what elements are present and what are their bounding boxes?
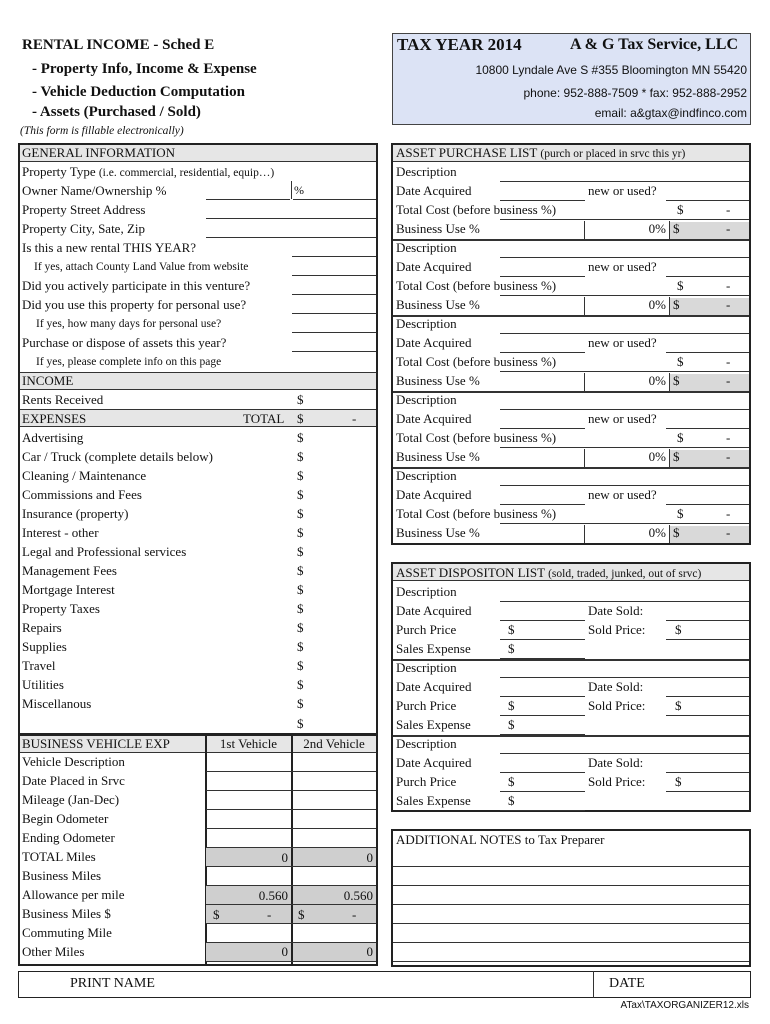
vehicle-col2-heading: 2nd Vehicle (303, 736, 365, 751)
ap-use-percent[interactable]: 0% (648, 297, 666, 312)
vehicle-row-label: Date Placed in Srvc (22, 773, 125, 788)
total-miles-v1: 0 (281, 850, 288, 865)
ap-description-field[interactable] (500, 257, 749, 258)
ad-purch-label: Purch Price (396, 774, 457, 789)
ap-use-label: Business Use % (396, 297, 480, 312)
notes-line[interactable] (393, 904, 749, 905)
vehicle-field[interactable] (206, 847, 376, 848)
vehicle-row-label: Business Miles (22, 868, 102, 883)
ad-date-sold-field[interactable] (666, 696, 749, 697)
expense-dollar[interactable]: $ (297, 696, 304, 711)
ap-new-used-field[interactable] (666, 352, 749, 353)
ap-cost-label: Total Cost (before business %) (396, 506, 557, 521)
ad-sales-exp-label: Sales Expense (396, 793, 471, 808)
ad-date-field[interactable] (500, 772, 585, 773)
expense-dollar[interactable]: $ (297, 544, 304, 559)
street-field[interactable] (206, 218, 376, 219)
ap-new-used-label: new or used? (588, 183, 657, 198)
ap-description-label: Description (396, 164, 457, 179)
ap-new-used-field[interactable] (666, 200, 749, 201)
ap-use-value: - (726, 297, 731, 312)
personal-days-note: If yes, how many days for personal use? (36, 318, 222, 330)
expense-dollar[interactable]: $ (297, 449, 304, 464)
expense-dollar[interactable]: $ (297, 525, 304, 540)
date-label: DATE (609, 976, 645, 991)
expense-dollar[interactable]: $ (297, 582, 304, 597)
bm-dollar-v2: $ (298, 907, 305, 922)
ap-cost-dollar[interactable]: $ (677, 278, 684, 293)
ap-date-label: Date Acquired (396, 335, 472, 350)
ap-use-dollar: $ (673, 297, 680, 312)
owner-label: Owner Name/Ownership % (22, 183, 167, 198)
ap-new-used-label: new or used? (588, 335, 657, 350)
ad-sold-price-dollar[interactable]: $ (675, 698, 682, 713)
expense-label: Interest - other (22, 525, 99, 540)
ap-description-field[interactable] (500, 333, 749, 334)
tax-year: TAX YEAR 2014 (397, 35, 522, 54)
ap-date-field[interactable] (500, 200, 585, 201)
ap-new-used-label: new or used? (588, 259, 657, 274)
vehicle-field[interactable] (206, 942, 376, 943)
ad-description-label: Description (396, 736, 457, 751)
expense-label: Miscellanous (22, 696, 92, 711)
expense-label: Property Taxes (22, 601, 100, 616)
ad-date-field[interactable] (500, 620, 585, 621)
ap-use-dollar: $ (673, 221, 680, 236)
subtitle-assets: - Assets (Purchased / Sold) (32, 104, 201, 120)
notes-line[interactable] (393, 961, 749, 962)
ap-use-label: Business Use % (396, 373, 480, 388)
ap-use-percent[interactable]: 0% (648, 373, 666, 388)
ap-use-value: - (726, 525, 731, 540)
expense-dollar[interactable]: $ (297, 430, 304, 445)
ap-date-label: Date Acquired (396, 411, 472, 426)
ad-purch-label: Purch Price (396, 622, 457, 637)
notes-heading: ADDITIONAL NOTES to Tax Preparer (396, 832, 605, 847)
expense-dollar[interactable]: $ (297, 677, 304, 692)
ad-sales-exp-dollar[interactable]: $ (508, 641, 515, 656)
ap-cost-dollar[interactable]: $ (677, 430, 684, 445)
ad-sold-price-dollar[interactable]: $ (675, 622, 682, 637)
ap-description-label: Description (396, 240, 457, 255)
ap-new-used-field[interactable] (666, 428, 749, 429)
vehicle-field[interactable] (206, 885, 376, 886)
expense-label: Utilities (22, 677, 64, 692)
city-label: Property City, Sate, Zip (22, 221, 146, 236)
vehicle-row-label: TOTAL Miles (22, 849, 96, 864)
ap-cost-label: Total Cost (before business %) (396, 430, 557, 445)
form-title: RENTAL INCOME - Sched E (22, 37, 215, 53)
ap-cost-dollar[interactable]: $ (677, 202, 684, 217)
ad-sales-exp-dollar[interactable]: $ (508, 793, 515, 808)
ap-use-dollar: $ (673, 449, 680, 464)
ad-date-sold-label: Date Sold: (588, 679, 644, 694)
notes-line[interactable] (393, 866, 749, 867)
expense-label: Management Fees (22, 563, 117, 578)
new-rental-label: Is this a new rental THIS YEAR? (22, 240, 197, 255)
ad-sold-price-label: Sold Price: (588, 774, 646, 789)
property-type-label: Property Type (i.e. commercial, residential, equip…) (22, 164, 275, 179)
other-miles-v2: 0 (366, 944, 373, 959)
ap-use-percent[interactable]: 0% (648, 221, 666, 236)
notes-line[interactable] (393, 885, 749, 886)
personal-use-label: Did you use this property for personal use? (22, 297, 247, 312)
expense-dollar[interactable]: $ (297, 601, 304, 616)
expense-label: Advertising (22, 430, 84, 445)
participate-field[interactable] (292, 294, 376, 295)
ap-cost-value: - (726, 278, 731, 293)
assets-label: Purchase or dispose of assets this year? (22, 335, 227, 350)
ap-cost-value: - (726, 202, 731, 217)
ad-description-label: Description (396, 584, 457, 599)
ap-description-field[interactable] (500, 485, 749, 486)
vehicle-row-label: Business Miles $ (22, 906, 111, 921)
owner-name-field[interactable] (206, 199, 290, 200)
ad-sales-exp-label: Sales Expense (396, 641, 471, 656)
ap-new-used-label: new or used? (588, 487, 657, 502)
vehicle-row-label: Commuting Mile (22, 925, 112, 940)
expense-dollar[interactable]: $ (297, 468, 304, 483)
rents-label: Rents Received (22, 392, 104, 407)
expense-dollar[interactable]: $ (297, 620, 304, 635)
ap-date-field[interactable] (500, 428, 585, 429)
ap-use-label: Business Use % (396, 449, 480, 464)
general-heading: GENERAL INFORMATION (22, 145, 175, 160)
ap-description-label: Description (396, 392, 457, 407)
vehicle-field[interactable] (206, 866, 376, 867)
ap-cost-value: - (726, 354, 731, 369)
expense-label: Mortgage Interest (22, 582, 115, 597)
total-miles-v2: 0 (366, 850, 373, 865)
ap-date-label: Date Acquired (396, 183, 472, 198)
expense-dollar[interactable]: $ (297, 563, 304, 578)
ap-date-label: Date Acquired (396, 487, 472, 502)
ap-cost-value: - (726, 430, 731, 445)
subtitle-vehicle: - Vehicle Deduction Computation (32, 84, 245, 100)
vehicle-heading: BUSINESS VEHICLE EXP (22, 736, 170, 751)
vehicle-field[interactable] (206, 771, 376, 772)
vehicle-field[interactable] (206, 923, 376, 924)
expense-dollar[interactable]: $ (297, 506, 304, 521)
ap-description-label: Description (396, 468, 457, 483)
bm-value-v1: - (267, 907, 272, 922)
ap-use-percent[interactable]: 0% (648, 449, 666, 464)
vehicle-field[interactable] (206, 904, 376, 905)
ap-use-percent[interactable]: 0% (648, 525, 666, 540)
expense-label: Supplies (22, 639, 67, 654)
allowance-v2: 0.560 (343, 888, 373, 903)
ap-new-used-field[interactable] (666, 504, 749, 505)
ad-sold-price-label: Sold Price: (588, 698, 646, 713)
ad-sales-exp-label: Sales Expense (396, 717, 471, 732)
vehicle-field[interactable] (206, 809, 376, 810)
company-address: 10800 Lyndale Ave S #355 Bloomington MN 55420 (475, 63, 747, 77)
expense-label: Cleaning / Maintenance (22, 468, 147, 483)
ad-date-field[interactable] (500, 696, 585, 697)
ad-description-field[interactable] (500, 601, 749, 602)
expenses-total-dollar: $ (297, 411, 304, 426)
subtitle-property: - Property Info, Income & Expense (32, 61, 257, 77)
ap-cost-label: Total Cost (before business %) (396, 202, 557, 217)
expense-dollar[interactable]: $ (297, 658, 304, 673)
ad-date-label: Date Acquired (396, 603, 472, 618)
ad-description-field[interactable] (500, 753, 749, 754)
vehicle-row-label: Mileage (Jan-Dec) (22, 792, 120, 807)
ap-new-used-field[interactable] (666, 276, 749, 277)
ad-purch-dollar[interactable]: $ (508, 774, 515, 789)
vehicle-row-label: Ending Odometer (22, 830, 115, 845)
allowance-v1: 0.560 (258, 888, 288, 903)
asset-purchase-heading: ASSET PURCHASE LIST (purch or placed in srvc this yr) (396, 145, 686, 160)
attach-note: If yes, attach County Land Value from website (34, 261, 249, 273)
ap-cost-value: - (726, 506, 731, 521)
ap-use-label: Business Use % (396, 221, 480, 236)
ad-purch-dollar[interactable]: $ (508, 622, 515, 637)
ap-date-field[interactable] (500, 352, 585, 353)
ownership-pct-field[interactable]: % (294, 183, 304, 197)
expense-label: Insurance (property) (22, 506, 129, 521)
ap-use-dollar: $ (673, 525, 680, 540)
bm-dollar-v1: $ (213, 907, 220, 922)
ap-use-value: - (726, 373, 731, 388)
expense-label: Travel (22, 658, 56, 673)
expense-dollar[interactable]: $ (297, 639, 304, 654)
ap-use-dollar: $ (673, 373, 680, 388)
fillable-note: (This form is fillable electronically) (20, 125, 184, 137)
ap-new-used-label: new or used? (588, 411, 657, 426)
ad-purch-dollar[interactable]: $ (508, 698, 515, 713)
expenses-heading: EXPENSES (22, 411, 87, 426)
vehicle-row-label: Vehicle Description (22, 754, 125, 769)
expense-label: Legal and Professional services (22, 544, 187, 559)
ad-description-field[interactable] (500, 677, 749, 678)
ap-use-label: Business Use % (396, 525, 480, 540)
new-rental-field[interactable] (292, 256, 376, 257)
ap-date-label: Date Acquired (396, 259, 472, 274)
ap-cost-label: Total Cost (before business %) (396, 278, 557, 293)
expense-dollar[interactable]: $ (297, 487, 304, 502)
ad-description-label: Description (396, 660, 457, 675)
expenses-total-value: - (352, 411, 357, 426)
expense-label: Repairs (22, 620, 62, 635)
vehicle-col1-heading: 1st Vehicle (219, 736, 278, 751)
file-path: ATax\TAXORGANIZER12.xls (620, 1000, 749, 1011)
ad-sales-exp-dollar[interactable]: $ (508, 717, 515, 732)
personal-days-field[interactable] (292, 332, 376, 333)
ad-date-sold-field[interactable] (666, 620, 749, 621)
asset-disposition-heading: ASSET DISPOSITON LIST (sold, traded, junked, out of srvc) (396, 565, 702, 580)
vehicle-row-label: Begin Odometer (22, 811, 109, 826)
vehicle-row-label: Other Miles (22, 944, 85, 959)
vehicle-field[interactable] (206, 828, 376, 829)
ad-date-sold-label: Date Sold: (588, 755, 644, 770)
street-label: Property Street Address (22, 202, 146, 217)
ap-date-field[interactable] (500, 276, 585, 277)
ap-date-field[interactable] (500, 504, 585, 505)
ap-use-value: - (726, 449, 731, 464)
participate-label: Did you actively participate in this venture? (22, 278, 251, 293)
ad-date-sold-field[interactable] (666, 772, 749, 773)
bm-value-v2: - (352, 907, 357, 922)
company-name: A & G Tax Service, LLC (570, 36, 739, 53)
city-field[interactable] (206, 237, 376, 238)
vehicle-field[interactable] (206, 790, 376, 791)
vehicle-field[interactable] (206, 961, 376, 962)
ap-cost-dollar[interactable]: $ (677, 506, 684, 521)
ad-sold-price-dollar[interactable]: $ (675, 774, 682, 789)
notes-line[interactable] (393, 923, 749, 924)
rents-dollar[interactable]: $ (297, 392, 304, 407)
company-email: email: a&gtax@indfinco.com (594, 106, 747, 120)
company-phone: phone: 952-888-7509 * fax: 952-888-2952 (523, 86, 747, 100)
notes-line[interactable] (393, 942, 749, 943)
expense-extra-dollar[interactable]: $ (297, 716, 304, 731)
ad-date-label: Date Acquired (396, 755, 472, 770)
other-miles-v1: 0 (281, 944, 288, 959)
ap-use-value: - (726, 221, 731, 236)
complete-note: If yes, please complete info on this page (36, 356, 222, 368)
assets-field[interactable] (292, 351, 376, 352)
expense-label: Car / Truck (complete details below) (22, 449, 213, 464)
ad-purch-label: Purch Price (396, 698, 457, 713)
expenses-total-label: TOTAL (243, 411, 285, 426)
ad-date-sold-label: Date Sold: (588, 603, 644, 618)
vehicle-row-label: Allowance per mile (22, 887, 125, 902)
income-heading-bar (20, 373, 376, 390)
print-name-label: PRINT NAME (70, 976, 155, 991)
ap-cost-label: Total Cost (before business %) (396, 354, 557, 369)
personal-use-field[interactable] (292, 313, 376, 314)
ap-description-field[interactable] (500, 181, 749, 182)
notes-box (391, 829, 751, 967)
ap-cost-dollar[interactable]: $ (677, 354, 684, 369)
ap-description-label: Description (396, 316, 457, 331)
ap-description-field[interactable] (500, 409, 749, 410)
ad-date-label: Date Acquired (396, 679, 472, 694)
ad-sold-price-label: Sold Price: (588, 622, 646, 637)
income-heading: INCOME (22, 373, 74, 388)
expense-label: Commissions and Fees (22, 487, 142, 502)
